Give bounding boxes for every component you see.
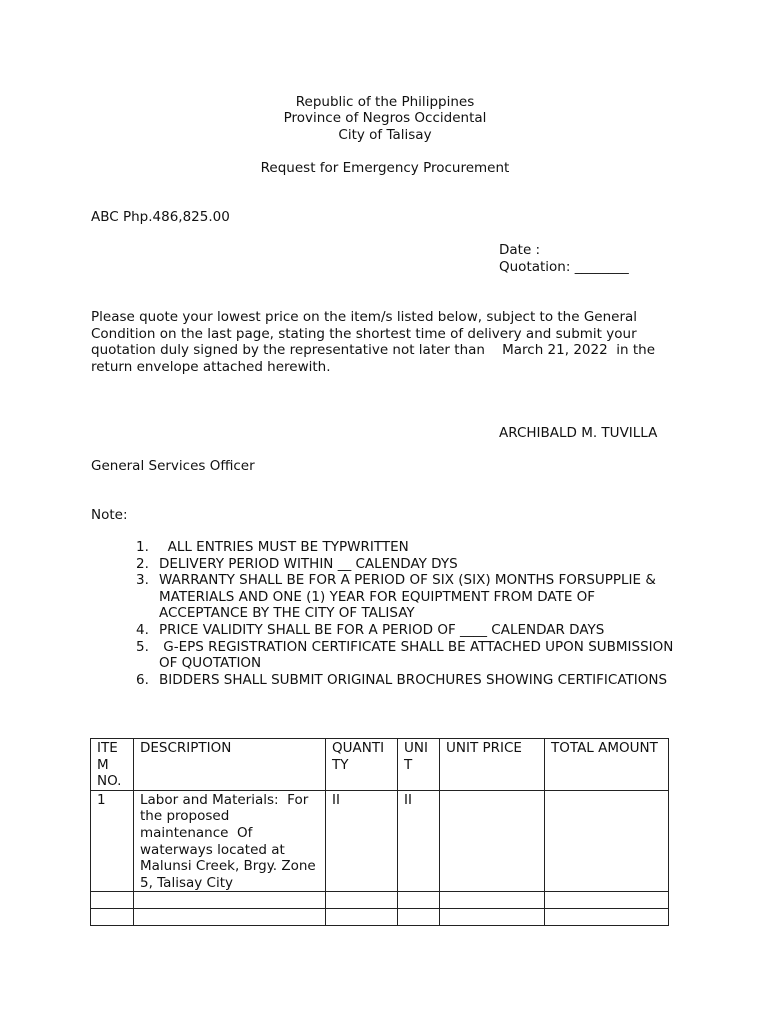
header-item-no: ITE M NO. [91,739,134,791]
instructions-paragraph: Please quote your lowest price on the item/s listed below, subject to the General Condition on the last page, stating the shortest time of delivery and submit your quotation duly signed by the representative not later than March 21, 2022 in the return envelope attached herewith. [91,309,660,375]
list-item-number: 4. [136,621,149,638]
quotation-table [90,738,669,926]
cell-unit: II [398,790,440,892]
cell-total [545,790,669,892]
list-item [136,639,679,672]
date-label: Date : [499,242,541,258]
list-item-number: 6. [136,671,149,688]
list-item [136,622,679,639]
cell-unit-price [440,790,545,892]
cell-description: Labor and Materials: For the proposed maintenance Of waterways located at Malunsi Creek, Brgy. Zone 5, Talisay City [134,790,326,892]
note-label: Note: [91,507,128,523]
header-republic: Republic of the Philippines [295,94,475,110]
list-item-number: 5. [136,638,149,655]
cell-quantity: II [326,790,398,892]
notes-list [136,539,679,688]
table-row [91,790,669,892]
list-item-number: 3. [136,572,149,589]
header-unit-price: UNIT PRICE [440,739,545,791]
list-item-text: PRICE VALIDITY SHALL BE FOR A PERIOD OF ____ CALENDAR DAYS [159,621,605,638]
header-total-amount: TOTAL AMOUNT [545,739,669,791]
header-quantity: QUANTI TY [326,739,398,791]
table-row-empty [91,892,669,909]
quotation-label: Quotation: ________ [499,259,629,275]
signatory-position: General Services Officer [91,458,255,474]
list-item-text: G-EPS REGISTRATION CERTIFICATE SHALL BE ATTACHED UPON SUBMISSION OF QUOTATION [159,638,678,672]
cell-item-no: 1 [91,790,134,892]
header-description: DESCRIPTION [134,739,326,791]
list-item [136,572,679,622]
signatory-name: ARCHIBALD M. TUVILLA [499,425,658,441]
list-item-text: ALL ENTRIES MUST BE TYPWRITTEN [159,539,409,555]
header-unit: UNI T [398,739,440,791]
list-item-number: 2. [136,555,149,572]
list-item-number: 1. [136,539,149,555]
list-item [136,672,679,689]
list-item-text: BIDDERS SHALL SUBMIT ORIGINAL BROCHURES SHOWING CERTIFICATIONS [159,671,668,688]
document-title: Request for Emergency Procurement [260,160,510,176]
header-province: Province of Negros Occidental [283,110,487,126]
table-row-empty [91,909,669,926]
header-city: City of Talisay [338,127,432,143]
table-header-row [91,739,669,791]
list-item-text: DELIVERY PERIOD WITHIN __ CALENDAY DYS [159,555,458,572]
abc-amount: ABC Php.486,825.00 [91,209,230,225]
list-item-text: WARRANTY SHALL BE FOR A PERIOD OF SIX (SIX) MONTHS FORSUPPLIE & MATERIALS AND ONE (1) YEAR FOR EQUIPTMENT FROM DATE OF ACCEPTANCE BY THE CITY OF TALISAY [159,572,656,622]
list-item [136,556,679,573]
list-item [136,539,679,556]
